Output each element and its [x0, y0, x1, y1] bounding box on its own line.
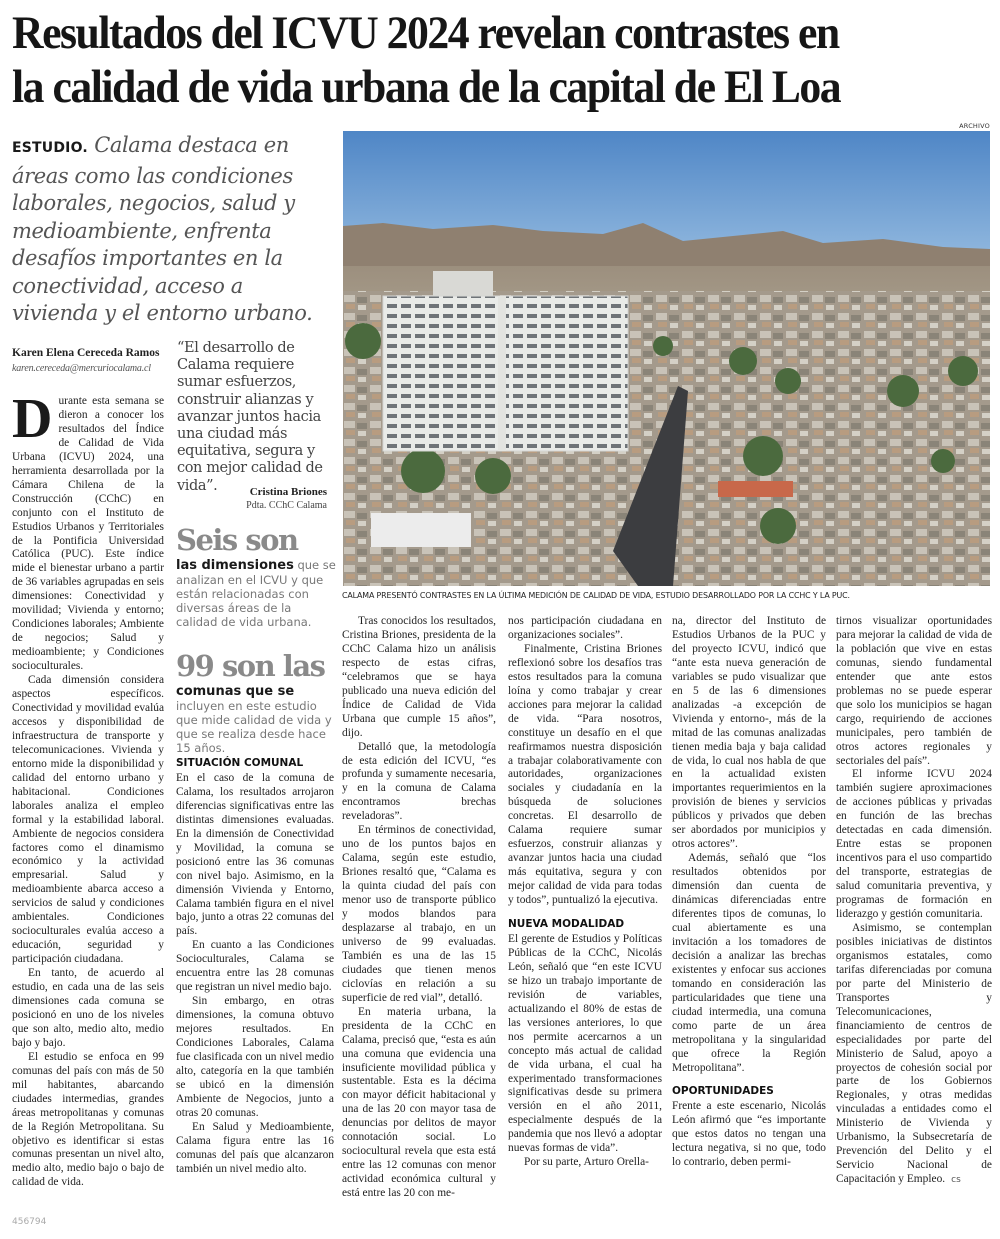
fact-rest: incluyen en este estudio que mide calidad de vida y que se realiza desde hace 15 años.	[176, 699, 332, 755]
author-name: Karen Elena Cereceda Ramos	[12, 347, 160, 359]
warehouse	[371, 513, 471, 547]
fact-bold: comunas que se	[176, 684, 295, 699]
body-paragraph: Sin embargo, en otras dimensiones, la comuna obtuvo mejores resultados. En Condiciones Laborales, Calama fue clasificada con un nivel medio alto, categoría en la que también se ubicó en la dimensión Ambiente de Negocios, junto a otras 20 comunas.	[176, 995, 334, 1119]
body-paragraph: El informe ICVU 2024 también sugiere aproximaciones de acciones públicas y privadas en función de las brechas detectadas en cada dimensión. Entre estas se proponen incentivos para el uso compartido del transporte, estrategias de salud comunitaria preventiva, y programas de formación en liderazgo y gestión comunitaria.	[836, 768, 992, 921]
pull-quote: “El desarrollo de Calama requiere sumar esfuerzos, construir alianzas y avanzar juntos hacia una ciudad más equitativa, segura y con mejor calidad de vida”.	[177, 340, 323, 494]
lede	[12, 132, 332, 328]
quote-author: Cristina Briones	[249, 486, 327, 498]
body-paragraph: El gerente de Estudios y Políticas Públicas de la CChC, Nicolás León, señaló que “en este ICVU se hizo un trabajo importante de revisión de variables, actualizando el 80% de estas de las versiones anteriores, lo que nos permite acercarnos a un concepto más actual de calidad de vida urbana, el cual ha experimentado transformaciones significativas desde su primera versión en el año 2011, especialmente después de la pandemia que nos llevó a adoptar nuevas formas de vida”.	[508, 932, 662, 1155]
body-paragraph: Además, señaló que “los resultados obtenidos por dimensión dan cuenta de dinámicas diferenciadas entre diferentes tipos de comunas, lo cual abiertamente es una invitación a los tomadores de decisión a analizar las brechas existentes y enfocar sus acciones tomando en consideración las particularidades que tiene una ciudad intermedia, una comuna como parte de un área metropolitana y la singularidad que ofrece la Región Metropolitana”.	[672, 852, 826, 1074]
body-column-2	[176, 757, 334, 1177]
tower-core	[498, 296, 506, 451]
body-paragraph: En Salud y Medioambiente, Calama figura entre las 16 comunas del país que alcanzaron también un nivel medio alto.	[176, 1120, 334, 1175]
body-column-4	[508, 615, 662, 1170]
body-column-5	[672, 615, 826, 1170]
byline	[12, 347, 172, 374]
body-paragraph: tirnos visualizar oportunidades para mejorar la calidad de vida de la población que vive en estas comunas, siendo fundamental entender que ante estos problemas no se puede esperar que solo los municipios se hagan cargo, requiriendo de acciones municipales, pero también de otros actores regionales y sectoriales del país”.	[836, 615, 992, 767]
body-paragraph	[12, 388, 164, 674]
paragraph-text: urante esta semana se dieron a conocer los resultados del Índice de Calidad de Vida Urbana (ICVU) 2024, una herramienta desarrollada por la Cámara Chilena de la Construcción (CChC) en conjunto con el Instituto de Estudios Urbanos y Territoriales de la Pontificia Universidad Católica (PUC). Este índice mide el bienestar urbano a partir de 36 variables agrupadas en seis dimensiones: Conectividad y movilidad; Vivienda y entorno; Condiciones laborales; Ambiente de negocios; Salud y medioambiente; y Condiciones socioculturales.	[12, 395, 164, 673]
end-of-article-icon: cs	[951, 1175, 961, 1186]
fact-bold: las dimensiones	[176, 558, 294, 573]
subheading-situacion-comunal: SITUACIÓN COMUNAL	[176, 757, 304, 769]
fact-headline: Seis son	[176, 523, 298, 557]
headline	[12, 6, 923, 114]
paragraph-text: Asimismo, se contemplan posibles iniciativas de distintos organismos estatales, como tarifas diferenciadas por comuna por parte del Ministerio de Transportes y Telecomunicaciones, financiamiento de centros de especialidades por parte del Ministerio de Salud, apoyo a proyectos de cohesión social por parte de los Gobiernos Regionales, y otras medidas vinculadas a entidades como el Ministerio de Vivienda y Urbanismo, la Subsecretaría de Prevención del Delito y el Servicio Nacional de Capacitación y Empleo.	[836, 921, 992, 1186]
red-roof	[718, 481, 793, 497]
page-id: 456794	[12, 1217, 47, 1227]
subheading-oportunidades: OPORTUNIDADES	[672, 1085, 774, 1098]
fact-headline: 99 son las	[176, 649, 325, 683]
article-photo	[343, 131, 990, 586]
body-paragraph: Cada dimensión considera aspectos específicos. Conectividad y movilidad evalúa accesos y disponibilidad de infraestructura de transporte y telecomunicaciones. Vivienda y entorno mide la disponibilidad y calidad del entorno urbano y habitacional. Condiciones laborales analiza el empleo formal y la estabilidad laboral. Ambiente de negocios considera factores como el dinamismo económico y la actividad empresarial. Salud y medioambiente abarca acceso a servicios de salud y condiciones ambientales. Condiciones socioculturales evalúa acceso a educación, seguridad y participación ciudadana.	[12, 674, 164, 966]
body-column-3	[342, 615, 496, 1201]
fact-box-dimensions	[176, 524, 336, 629]
city-aerial-photo	[343, 131, 990, 586]
headline-line-2: la calidad de vida urbana de la capital de El Loa	[12, 61, 841, 113]
quote-author-role: Pdta. CChC Calama	[246, 500, 327, 511]
photo-caption: CALAMA PRESENTÓ CONTRASTES EN LA ÚLTIMA MEDICIÓN DE CALIDAD DE VIDA, ESTUDIO DESARROLLADO POR LA CCHC Y LA PUC.	[342, 590, 850, 600]
body-paragraph: Por su parte, Arturo Orella-	[524, 1156, 649, 1169]
photo-credit: ARCHIVO	[959, 122, 990, 130]
body-paragraph: En cuanto a las Condiciones Socioculturales, Calama se encuentra entre las 28 comunas que registran un nivel medio bajo.	[176, 939, 334, 994]
body-paragraph: En el caso de la comuna de Calama, los resultados arrojaron diferencias significativas entre las distintas dimensiones evaluadas. En la dimensión de Conectividad y Movilidad, la comuna se posicionó entre las 36 comunas con nivel bajo. Asimismo, en la dimensión Vivienda y Entorno, Calama también figura en el nivel bajo, junto a otras 22 comunas del país.	[176, 771, 334, 938]
drop-cap: D	[12, 388, 53, 450]
body-paragraph: En materia urbana, la presidenta de la CChC en Calama, precisó que, “esta es aún una comuna que evidencia una insuficiente movilidad pública y sustentable. Esta es la décima con mayor déficit habitacional y una de las 20 con mayor tasa de denuncias por delitos de mayor connotación social. Lo sociocultural revela que esta está entre las 12 comunas con menor actividad económica cultural y está entre las 20 con me-	[342, 1005, 496, 1200]
body-paragraph: na, director del Instituto de Estudios Urbanos de la PUC y del proyecto ICVU, indicó que “ante esta nueva generación de variables se pudo visualizar que en 5 de las 6 dimensiones analizadas -a excepción de Vivienda y entorno-, más de la mitad de las comunas analizadas tienen media baja y baja calidad de vida, lo cual nos habla de que en la actualidad existen importantes requerimientos en la provisión de bienes y servicios públicos y privados que deben ser abordados por municipios y otros actores”.	[672, 615, 826, 851]
fact-text	[176, 558, 336, 629]
subheading-nueva-modalidad: NUEVA MODALIDAD	[508, 918, 625, 931]
body-column-6	[836, 615, 992, 1188]
body-paragraph	[836, 922, 992, 1188]
lede-text: Calama destaca en áreas como las condiciones laborales, negocios, salud y medioambiente, enfrenta desafíos importantes en la conectividad, acceso a vivienda y el entorno urbano.	[12, 133, 313, 325]
fact-text	[176, 684, 336, 755]
quote-attribution	[177, 486, 327, 511]
body-paragraph: En términos de conectividad, uno de los puntos bajos en Calama, según este estudio, Briones resaltó que, “Calama es la quinta ciudad del país con menor uso de transporte público y modos blandos para desplazarse al trabajo, en un universo de 99 evaluadas. También es una de las 15 ciudades que tienen menos ciclovías en relación a su superficie de red vial”, detalló.	[342, 824, 496, 1004]
fact-box-comunas	[176, 650, 336, 755]
lede-kicker: ESTUDIO.	[12, 140, 88, 156]
headline-line-1: Resultados del ICVU 2024 revelan contrastes en	[12, 7, 839, 59]
body-column-1	[12, 388, 164, 1190]
fact-rest: que se analizan en el ICVU y que están relacionadas con diversas áreas de la calidad de vida urbana.	[176, 558, 336, 629]
body-paragraph: El estudio se enfoca en 99 comunas del país con más de 50 mil habitantes, abarcando ciudades intermedias, grandes áreas metropolitanas y comunas de la Región Metropolitana. Su objetivo es identificar si estas comunas presentan un nivel alto, medio alto, medio bajo o bajo de calidad de vida.	[12, 1050, 164, 1189]
body-paragraph: Frente a este escenario, Nicolás León afirmó que “es importante que estos datos no tengan una lectura negativa, si no que, todo lo contrario, deben permi-	[672, 1100, 826, 1169]
body-paragraph: Detalló que, la metodología de esta edición del ICVU, “es profunda y sumamente necesaria, y en la comuna de Calama encontramos brechas reveladoras”.	[342, 740, 496, 823]
body-paragraph: Tras conocidos los resultados, Cristina Briones, presidenta de la CChC Calama hizo un análisis respecto de estas cifras, “celebramos que se haya publicado una nueva edición del Índice de Calidad de Vida Urbana que cumple 15 años”, dijo.	[342, 615, 496, 739]
body-paragraph: Finalmente, Cristina Briones reflexionó sobre los desafíos tras estos resultados para la comuna loína y como trabajar y crear acciones para mejorar la calidad de vida. “Para nosotros, constituye un desafío en el que reafirmamos nuestra disposición a trabajar colaborativamente con autoridades, organizaciones sociales y ciudadanía en la búsqueda de soluciones concretas. El desarrollo de Calama requiere sumar esfuerzos, construir alianzas y avanzar juntos hacia una ciudad más equitativa, segura y con mejor calidad de vida para todas y todos”, puntualizó la ejecutiva.	[508, 642, 662, 907]
body-paragraph: En tanto, de acuerdo al estudio, en cada una de las seis dimensiones cada comuna se posicionó en uno de los niveles que son alto, medio alto, medio bajo y bajo.	[12, 967, 164, 1049]
author-email[interactable]: karen.cereceda@mercuriocalama.cl	[12, 363, 151, 374]
body-paragraph: nos participación ciudadana en organizaciones sociales”.	[508, 615, 662, 641]
